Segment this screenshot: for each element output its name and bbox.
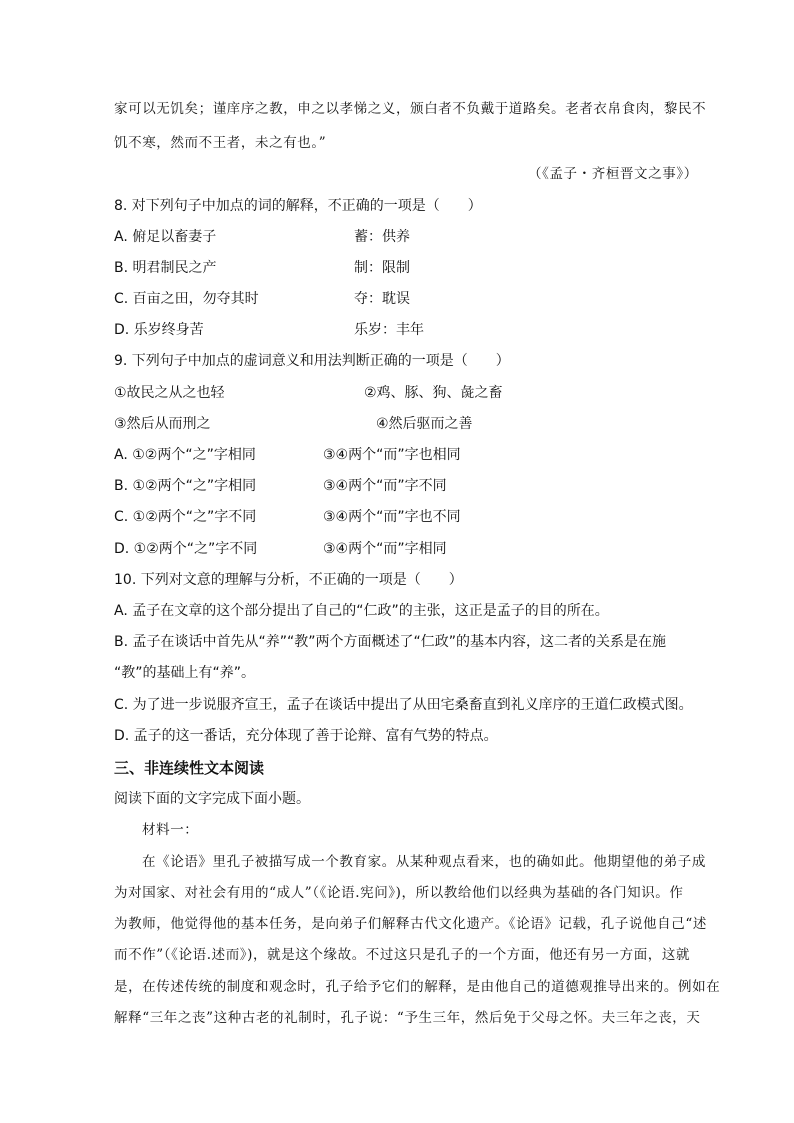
passage-source: （《孟子・齐桓晋文之事》） <box>528 166 698 182</box>
q9-item-3: ③然后从而刑之 <box>114 416 211 432</box>
q10-option-b-line-2: “教”的基础上有“养”。 <box>114 665 256 681</box>
q9-option-c-2: ③④两个“而”字也不同 <box>323 509 461 525</box>
q9-option-a: A. ①②两个“之”字相同 <box>114 447 256 463</box>
q8-option-d: D. 乐岁终身苦 <box>114 322 204 338</box>
q8-option-b-gloss: 制：限制 <box>354 260 410 276</box>
q9-item-2: ②鸡、豚、狗、彘之畜 <box>364 385 503 401</box>
q10-stem: 10. 下列对文意的理解与分析，不正确的一项是（ ） <box>114 572 463 588</box>
passage-line-2: 饥不寒，然而不王者，未之有也。” <box>114 135 327 151</box>
q8-stem: 8. 对下列句子中加点的词的解释，不正确的一项是（ ） <box>114 198 482 214</box>
q9-option-b-2: ③④两个“而”字不同 <box>323 478 447 494</box>
q10-option-b-line-1: B. 孟子在谈话中首先从“养”“教”两个方面概述了“仁政”的基本内容，这二者的关系是在施 <box>114 634 667 650</box>
section-heading: 三、非连续性文本阅读 <box>114 759 265 777</box>
q8-option-a-gloss: 蓄：供养 <box>354 229 410 245</box>
q9-item-1: ①故民之从之也轻 <box>114 385 225 401</box>
q9-option-b: B. ①②两个“之”字相同 <box>114 478 257 494</box>
material-line-1: 在《论语》里孔子被描写成一个教育家。从某种观点看来，也的确如此。他期望他的弟子成 <box>142 854 706 870</box>
q9-stem: 9. 下列句子中加点的虚词意义和用法判断正确的一项是（ ） <box>114 353 510 369</box>
material-label: 材料一： <box>142 822 199 838</box>
material-line-5: 是，在传述传统的制度和观念时，孔子给予它们的解释，是由他自己的道德观推导出来的。例如在 <box>114 979 721 995</box>
q8-option-c-gloss: 夺：耽误 <box>354 291 410 307</box>
passage-line-1: 家可以无饥矣；谨庠序之教，申之以孝悌之义，颁白者不负戴于道路矣。老者衣帛食肉，黎民不 <box>114 101 707 117</box>
q9-option-d: D. ①②两个“之”字不同 <box>114 541 258 557</box>
q10-option-c: C. 为了进一步说服齐宣王，孟子在谈话中提出了从田宅桑畜直到礼义庠序的王道仁政模式图。 <box>114 697 693 713</box>
section-instruction: 阅读下面的文字完成下面小题。 <box>114 791 310 807</box>
q8-option-d-gloss: 乐岁：丰年 <box>354 322 424 338</box>
q9-item-4: ④然后驱而之善 <box>376 416 473 432</box>
q10-option-a: A. 孟子在文章的这个部分提出了自己的“仁政”的主张，这正是孟子的目的所在。 <box>114 603 609 619</box>
material-line-4: 而不作”（《论语.述而》)，就是这个缘故。不过这只是孔子的一个方面，他还有另一方面，这就 <box>114 947 691 963</box>
material-line-3: 为教师，他觉得他的基本任务，是向弟子们解释古代文化遗产。《论语》记载，孔子说他自己“述 <box>114 916 707 932</box>
q8-option-c: C. 百亩之田，勿夺其时 <box>114 291 259 307</box>
q10-option-d: D. 孟子的这一番话，充分体现了善于论辩、富有气势的特点。 <box>114 728 498 744</box>
q9-option-d-2: ③④两个“而”字相同 <box>323 541 447 557</box>
q9-option-c: C. ①②两个“之”字不同 <box>114 509 257 525</box>
material-line-2: 为对国家、对社会有用的“成人”（《论语.宪问》)，所以教给他们以经典为基础的各门知识。作 <box>114 885 684 901</box>
q8-option-a: A. 俯足以畜妻子 <box>114 229 217 245</box>
material-line-6: 解释“三年之丧”这种古老的礼制时，孔子说：“予生三年，然后免于父母之怀。夫三年之丧，天 <box>114 1010 701 1026</box>
q8-option-b: B. 明君制民之产 <box>114 260 217 276</box>
q9-option-a-2: ③④两个“而”字也相同 <box>323 447 461 463</box>
